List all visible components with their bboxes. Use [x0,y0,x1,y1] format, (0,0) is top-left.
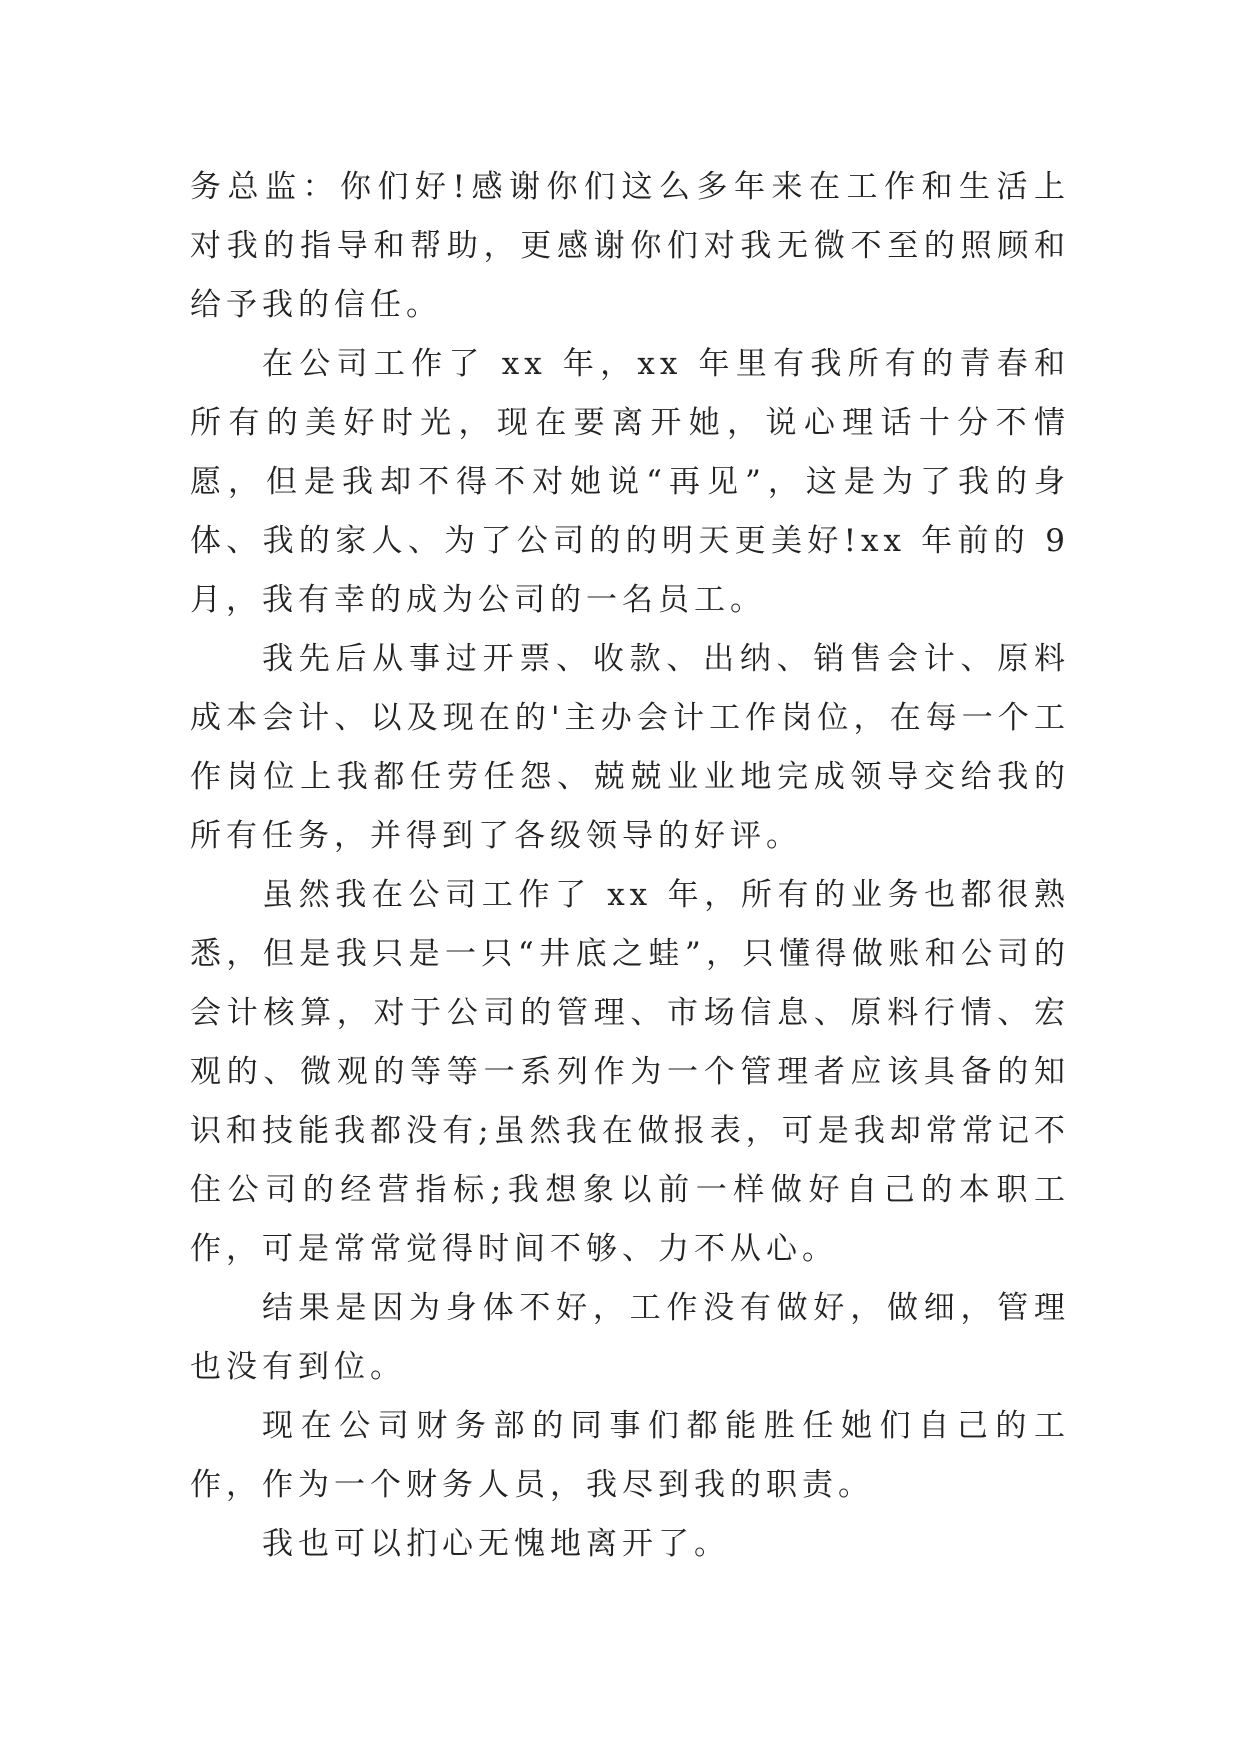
paragraph-result: 结果是因为身体不好，工作没有做好，做细，管理也没有到位。 [190,1290,1070,1385]
letter-body [190,158,1070,1574]
paragraph-team: 现在公司财务部的同事们都能胜任她们自己的工作，作为一个财务人员，我尽到我的职责。 [190,1408,1070,1503]
paragraph-greeting: 务总监：你们好!感谢你们这么多年来在工作和生活上对我的指导和帮助，更感谢你们对我无微不至的照顾和给予我的信任。 [190,169,1070,323]
paragraph-tenure: 在公司工作了 xx 年，xx 年里有我所有的青春和所有的美好时光，现在要离开她，说心理话十分不情愿，但是我却不得不对她说“再见”，这是为了我的身体、我的家人、为了公司的的明天更美好!xx 年前的 9 月，我有幸的成为公司的一名员工。 [190,346,1070,618]
paragraph-roles: 我先后从事过开票、收款、出纳、销售会计、原料成本会计、以及现在的'主办会计工作岗位，在每一个工作岗位上我都任劳任怨、兢兢业业地完成领导交给我的所有任务，并得到了各级领导的好评。 [190,641,1070,854]
paragraph-limitations: 虽然我在公司工作了 xx 年，所有的业务也都很熟悉，但是我只是一只“井底之蛙”，只懂得做账和公司的会计核算，对于公司的管理、市场信息、原料行情、宏观的、微观的等等一系列作为一个管理者应该具备的知识和技能我都没有;虽然我在做报表，可是我却常常记不住公司的经营指标;我想象以前一样做好自己的本职工作，可是常常觉得时间不够、力不从心。 [190,877,1070,1267]
paragraph-closing: 我也可以扪心无愧地离开了。 [262,1526,730,1562]
